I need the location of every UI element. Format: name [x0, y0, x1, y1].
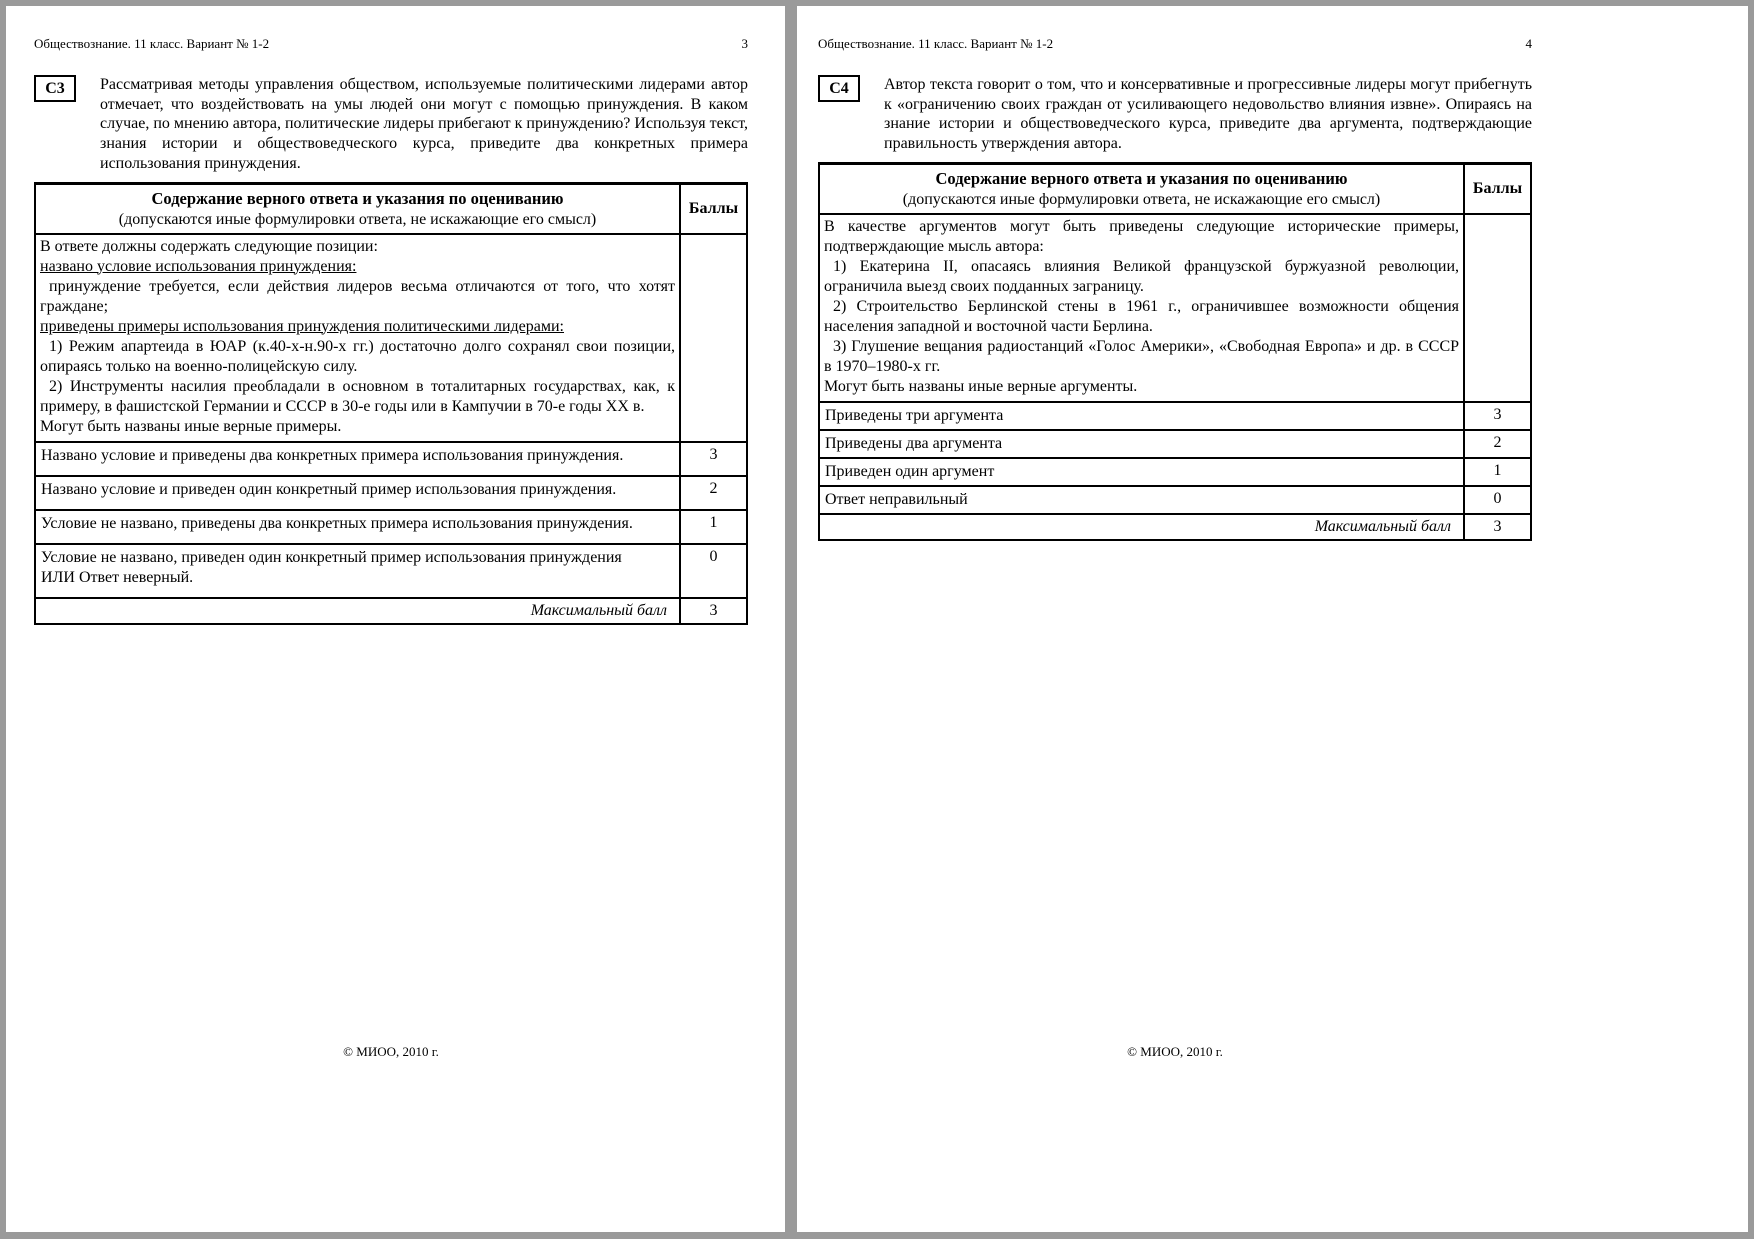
criterion-text: Приведены три аргумента [819, 402, 1464, 430]
task-label: С4 [818, 75, 860, 102]
task-label: С3 [34, 75, 76, 102]
page-3 [6, 6, 785, 1232]
score-value: 0 [1464, 486, 1531, 514]
table-row [35, 510, 747, 544]
table-header-main [819, 163, 1464, 214]
score-value: 1 [1464, 458, 1531, 486]
table-row [819, 430, 1531, 458]
score-value: 3 [680, 442, 747, 476]
table-header-main [35, 183, 680, 234]
page-3-content [34, 6, 748, 1232]
criterion-text: Названо условие и приведены два конкретных примера использования принуждения. [35, 442, 680, 476]
page-4-content [818, 6, 1532, 1232]
underlined-text: приведены примеры использования принуждения политическими лидерами: [40, 317, 564, 335]
table-row [35, 544, 747, 598]
page-footer: © МИОО, 2010 г. [1127, 1044, 1223, 1059]
score-value: 3 [1464, 402, 1531, 430]
score-column-header: Баллы [1464, 163, 1531, 214]
score-value: 1 [680, 510, 747, 544]
criterion-line: ИЛИ Ответ неверный. [41, 568, 194, 586]
answer-paragraph: 2) Инструменты насилия преобладали в основном в тоталитарных государствах, как, к примеру, в фашистской Германии и СССР в 30-е годы или в Кампучии в 70-е годы XX в. [40, 377, 676, 415]
score-value: 2 [1464, 430, 1531, 458]
answer-paragraph: В ответе должны содержать следующие позиции: [40, 237, 378, 255]
page-header [818, 36, 1532, 52]
underlined-text: названо условие использования принуждения: [40, 257, 357, 275]
score-cell-empty [1464, 214, 1531, 402]
scoring-table-c3 [34, 182, 748, 625]
table-header-subtitle: (допускаются иные формулировки ответа, не искажающие его смысл) [902, 190, 1381, 208]
max-score-row [819, 514, 1531, 540]
task-text: Рассматривая методы управления обществом, используемые политическими лидерами автор отмечает, что воздействовать на умы людей они могут с помощью принуждения. В каком случае, по мнению автора, политические лидеры прибегают к принуждению? Используя текст, знания истории и обществоведческого курса, приведите два конкретных примера использования принуждения. [100, 76, 748, 172]
table-header-row [819, 163, 1531, 214]
max-score-label: Максимальный балл [819, 514, 1464, 540]
score-value: 2 [680, 476, 747, 510]
max-score-value: 3 [680, 598, 747, 624]
score-column-header: Баллы [680, 183, 747, 234]
max-score-label: Максимальный балл [35, 598, 680, 624]
criterion-line: Условие не названо, приведен один конкретный пример использования принуждения [41, 548, 622, 566]
header-title: Обществознание. 11 класс. Вариант № 1-2 [818, 36, 1054, 51]
page-header [34, 36, 748, 52]
answer-paragraph: 1) Екатерина II, опасаясь влияния Великой французской буржуазной революции, ограничила выезд своих подданных заграницу. [824, 257, 1460, 295]
header-title: Обществознание. 11 класс. Вариант № 1-2 [34, 36, 270, 51]
answer-paragraph: Могут быть названы иные верные примеры. [40, 417, 342, 435]
answer-paragraph-underlined [40, 257, 675, 277]
page-4 [797, 6, 1748, 1232]
table-row [35, 476, 747, 510]
table-header-row [35, 183, 747, 234]
answer-content-cell [819, 214, 1464, 402]
answer-paragraph-underlined [40, 317, 675, 337]
page-footer: © МИОО, 2010 г. [343, 1044, 439, 1059]
task-text: Автор текста говорит о том, что и консервативные и прогрессивные лидеры могут прибегнуть к «ограничению своих граждан от усиливающего недовольство влияния извне». Опираясь на знание истории и обществоведческого курса, приведите два аргумента, подтверждающие правильность утверждения автора. [884, 76, 1532, 153]
answer-paragraph: 2) Строительство Берлинской стены в 1961 г., ограничившее возможности общения населения западной и восточной части Берлина. [824, 297, 1460, 335]
page-number: 4 [1525, 36, 1532, 51]
score-value: 0 [680, 544, 747, 598]
answer-paragraph: принуждение требуется, если действия лидеров весьма отличаются от того, что хотят граждане; [40, 277, 676, 315]
table-header-subtitle: (допускаются иные формулировки ответа, не искажающие его смысл) [118, 210, 597, 228]
score-cell-empty [680, 234, 747, 442]
answer-content-row [35, 234, 747, 442]
table-row [819, 486, 1531, 514]
table-row [35, 442, 747, 476]
criterion-text: Условие не названо, приведены два конкретных примера использования принуждения. [35, 510, 680, 544]
criterion-text: Ответ неправильный [819, 486, 1464, 514]
scoring-table-c4 [818, 162, 1532, 541]
criterion-text [35, 544, 680, 598]
task-c3 [34, 75, 748, 174]
max-score-row [35, 598, 747, 624]
max-score-value: 3 [1464, 514, 1531, 540]
criterion-text: Приведен один аргумент [819, 458, 1464, 486]
table-row [819, 402, 1531, 430]
table-header-title: Содержание верного ответа и указания по оцениванию [935, 168, 1348, 188]
answer-content-cell [35, 234, 680, 442]
answer-paragraph: Могут быть названы иные верные аргументы. [824, 377, 1138, 395]
criterion-text: Приведены два аргумента [819, 430, 1464, 458]
answer-content-row [819, 214, 1531, 402]
table-row [819, 458, 1531, 486]
answer-paragraph: В качестве аргументов могут быть приведены следующие исторические примеры, подтверждающие мысль автора: [824, 217, 1460, 255]
task-c4 [818, 75, 1532, 154]
answer-paragraph: 1) Режим апартеида в ЮАР (к.40-х-н.90-х гг.) достаточно долго сохранял свои позиции, опираясь только на военно-полицейскую силу. [40, 337, 676, 375]
criterion-text: Названо условие и приведен один конкретный пример использования принуждения. [35, 476, 680, 510]
page-number: 3 [741, 36, 748, 51]
table-header-title: Содержание верного ответа и указания по оцениванию [151, 188, 564, 208]
answer-paragraph: 3) Глушение вещания радиостанций «Голос Америки», «Свободная Европа» и др. в СССР в 1970–1980-х гг. [824, 337, 1460, 375]
